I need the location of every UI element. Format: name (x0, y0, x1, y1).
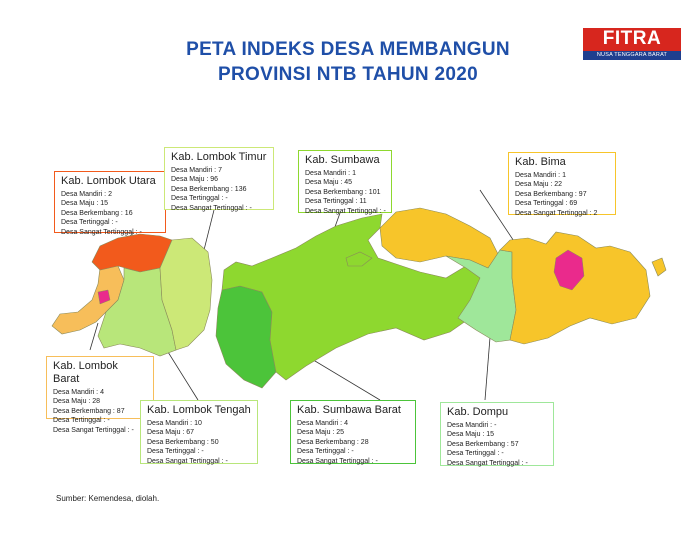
source-note: Sumber: Kemendesa, diolah. (56, 494, 160, 503)
stat-mandiri: Desa Mandiri : 2 (61, 191, 112, 198)
stat-mandiri: Desa Mandiri : 10 (147, 420, 202, 427)
stat-tertinggal: Desa Tertinggal : - (447, 450, 504, 458)
stat-tertinggal: Desa Tertinggal : - (61, 219, 118, 227)
stat-sangat-tertinggal: Desa Sangat Tertinggal : - (147, 457, 228, 465)
stat-tertinggal: Desa Tertinggal : - (297, 448, 354, 456)
region-bima-island (652, 258, 666, 276)
stat-maju: Desa Maju : 15 (447, 431, 495, 439)
stat-maju: Desa Maju : 45 (305, 179, 353, 187)
stat-tertinggal: Desa Tertinggal : - (171, 195, 228, 203)
stat-sangat-tertinggal: Desa Sangat Tertinggal : - (171, 204, 252, 212)
stat-tertinggal: Desa Tertinggal : - (53, 417, 110, 425)
region-name: Kab. Sumbawa Barat (297, 404, 401, 416)
info-box-lombok-timur (164, 147, 274, 210)
stat-tertinggal: Desa Tertinggal : 69 (515, 200, 578, 208)
stat-mandiri: Desa Mandiri : 1 (515, 172, 566, 179)
info-box-bima (508, 152, 616, 215)
stat-mandiri: Desa Mandiri : 7 (171, 167, 222, 174)
info-box-dompu (440, 402, 554, 466)
stat-berkembang: Desa Berkembang : 136 (171, 185, 247, 193)
stat-sangat-tertinggal: Desa Sangat Tertinggal : - (297, 457, 378, 465)
stat-tertinggal: Desa Tertinggal : - (147, 448, 204, 456)
region-lombok-utara (92, 234, 172, 272)
stat-berkembang: Desa Berkembang : 87 (53, 407, 125, 415)
region-name: Kab. Lombok Utara (61, 175, 156, 187)
info-box-lombok-tengah (140, 400, 258, 464)
logo-brand: FITRA (602, 28, 662, 49)
region-name: Kab. Dompu (447, 406, 509, 418)
stat-berkembang: Desa Berkembang : 16 (61, 209, 133, 217)
region-bima-north (380, 208, 498, 268)
map-title-line1: PETA INDEKS DESA MEMBANGUN (186, 39, 510, 60)
stat-berkembang: Desa Berkembang : 57 (447, 440, 519, 448)
stat-sangat-tertinggal: Desa Sangat Tertinggal : - (61, 228, 142, 236)
stat-maju: Desa Maju : 67 (147, 429, 195, 437)
stat-berkembang: Desa Berkembang : 28 (297, 438, 369, 446)
stat-sangat-tertinggal: Desa Sangat Tertinggal : 2 (515, 209, 598, 217)
map-title-line2: PROVINSI NTB TAHUN 2020 (218, 64, 478, 85)
stat-sangat-tertinggal: Desa Sangat Tertinggal : - (53, 426, 134, 434)
stat-maju: Desa Maju : 22 (515, 181, 563, 189)
stat-maju: Desa Maju : 96 (171, 176, 219, 184)
region-bima (500, 232, 650, 344)
stat-maju: Desa Maju : 28 (53, 398, 101, 406)
info-box-lombok-utara (54, 171, 166, 236)
stat-mandiri: Desa Mandiri : 1 (305, 170, 356, 177)
stat-tertinggal: Desa Tertinggal : 11 (305, 198, 367, 206)
region-name: Kab. Sumbawa (305, 154, 380, 166)
stat-maju: Desa Maju : 25 (297, 429, 345, 437)
stat-berkembang: Desa Berkembang : 50 (147, 438, 219, 446)
stat-maju: Desa Maju : 15 (61, 200, 109, 208)
stat-sangat-tertinggal: Desa Sangat Tertinggal : - (305, 207, 386, 215)
region-name: Kab. Lombok Barat (53, 360, 118, 385)
region-name: Kab. Lombok Tengah (147, 404, 251, 416)
stat-berkembang: Desa Berkembang : 101 (305, 188, 381, 196)
leader-line-lombok-barat (90, 323, 98, 350)
stat-mandiri: Desa Mandiri : 4 (53, 389, 104, 396)
info-box-sumbawa (298, 150, 392, 213)
stat-mandiri: Desa Mandiri : 4 (297, 420, 348, 427)
stat-berkembang: Desa Berkembang : 97 (515, 190, 587, 198)
region-name: Kab. Bima (515, 156, 566, 168)
stat-sangat-tertinggal: Desa Sangat Tertinggal : - (447, 459, 528, 467)
info-box-lombok-barat (46, 356, 154, 434)
stat-mandiri: Desa Mandiri : - (447, 422, 497, 429)
logo-subtitle: NUSA TENGGARA BARAT (583, 51, 681, 60)
info-box-sumbawa-barat (290, 400, 416, 464)
region-name: Kab. Lombok Timur (171, 151, 267, 163)
